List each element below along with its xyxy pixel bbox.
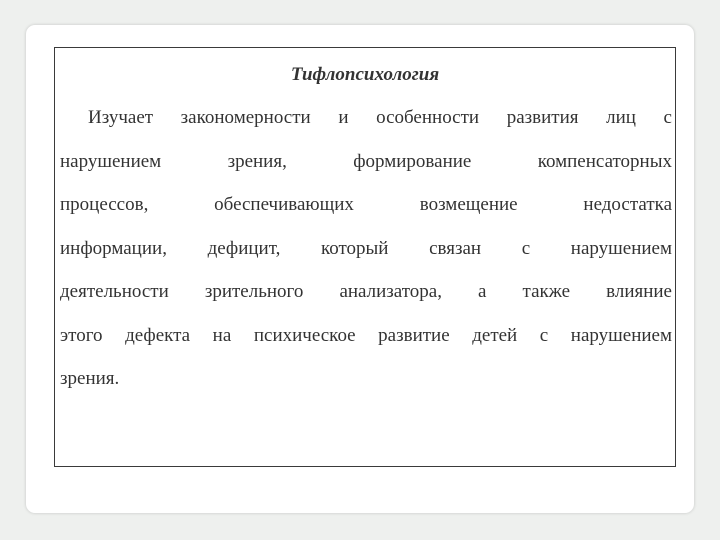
paragraph-line-1: Изучает закономерности и особенности развития лиц с [88, 107, 672, 128]
paragraph-line-6: этого дефекта на психическое развитие детей с нарушением [60, 324, 672, 346]
paragraph-line-5: деятельности зрительного анализатора, а также влияние [60, 281, 672, 302]
paragraph-line-7: зрения. [60, 368, 120, 389]
paragraph-line-3: процессов, обеспечивающих возмещение недостатка [60, 194, 672, 215]
heading: Тифлопсихология [290, 64, 440, 85]
paragraph [60, 96, 672, 401]
paragraph-line-4: информации, дефицит, который связан с нарушением [60, 237, 672, 259]
paragraph-line-2: нарушением зрения, формирование компенсаторных [60, 150, 672, 172]
